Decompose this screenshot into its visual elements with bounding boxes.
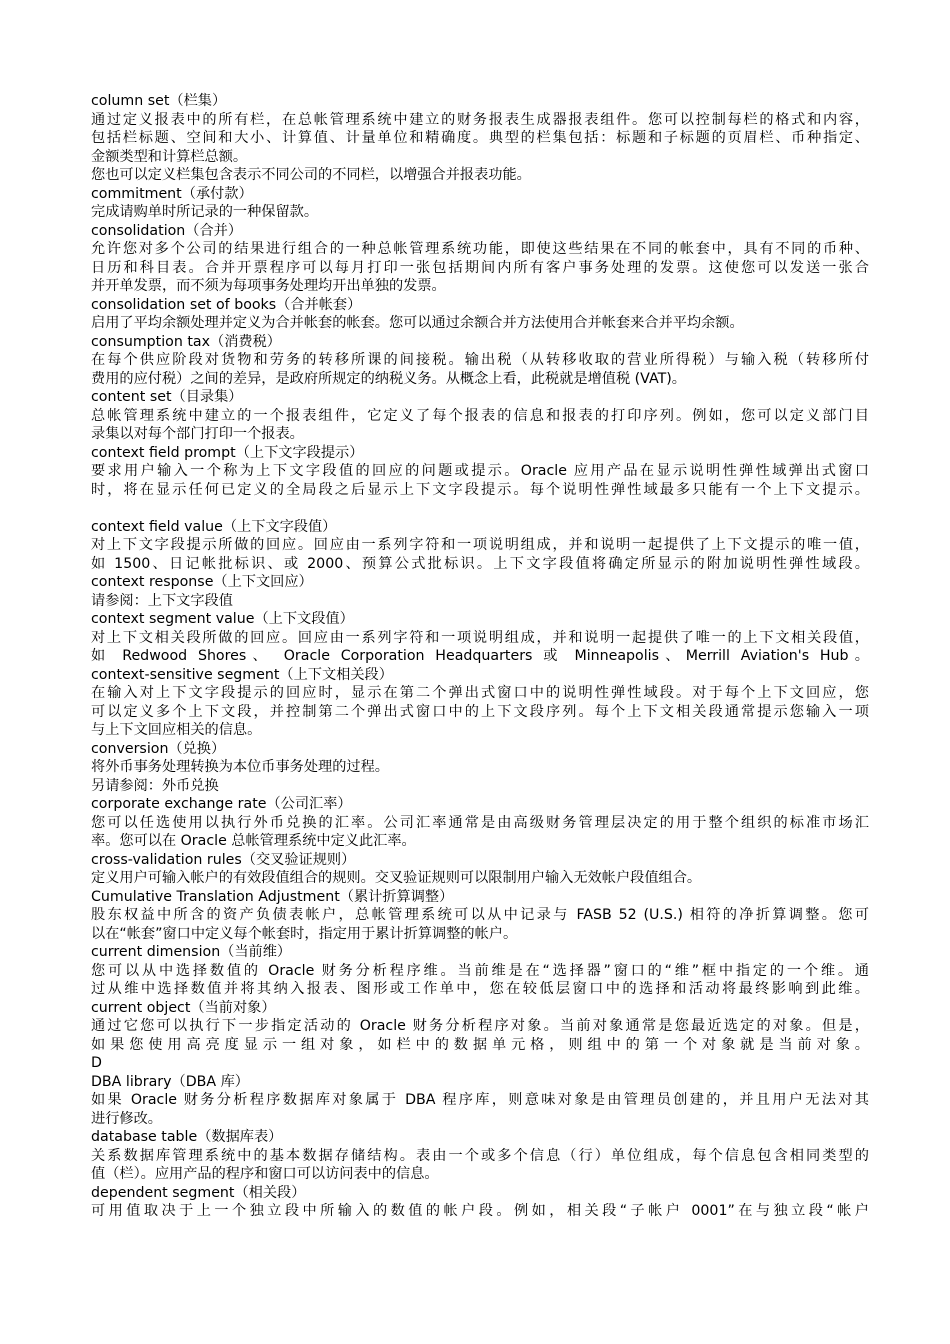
text-line: commitment（承付款） bbox=[91, 185, 253, 202]
text-line: 对上下文相关段所做的回应。回应由一系列字符和一项说明组成，并和说明一起提供了唯一的上下文相关段值， bbox=[91, 629, 869, 646]
text-line: context segment value（上下文段值） bbox=[91, 611, 354, 627]
text-line: 包括栏标题、空间和大小、计算值、计量单位和精确度。典型的栏集包括：标题和子标题的页眉栏、币种指定、 bbox=[91, 130, 869, 146]
text-line: 金额类型和计算栏总额。 bbox=[91, 148, 248, 165]
text-line: 日历和科目表。合并开票程序可以每月打印一张包括期间内所有客户事务处理的发票。这使您可以发送一张合 bbox=[91, 259, 869, 276]
text-line: current dimension（当前维） bbox=[91, 944, 292, 960]
text-line: 进行修改。 bbox=[91, 1110, 162, 1127]
text-line: 可用值取决于上一个独立段中所输入的数值的帐户段。例如，相关段“子帐户 0001”在与独立段“帐户 bbox=[91, 1203, 869, 1219]
text-line: Cumulative Translation Adjustment（累计折算调整） bbox=[91, 888, 454, 905]
text-line: context field value（上下文字段值） bbox=[91, 518, 337, 535]
document-page bbox=[91, 92, 869, 1221]
text-line: 通过它您可以执行下一步指定活动的 Oracle 财务分析程序对象。当前对象通常是您最近选定的对象。但是， bbox=[91, 1018, 869, 1034]
text-line: 以在“帐套”窗口中定义每个帐套时，指定用于累计折算调整的帐户。 bbox=[91, 925, 518, 942]
text-line: database table（数据库表） bbox=[91, 1129, 283, 1145]
text-line: 股东权益中所含的资产负债表帐户，总帐管理系统可以从中记录与 FASB 52 (U.S.) 相符的净折算调整。您可 bbox=[91, 907, 869, 923]
text-line: dependent segment（相关段） bbox=[91, 1184, 306, 1201]
text-line: 在输入对上下文字段提示的回应时，显示在第二个弹出式窗口中的说明性弹性域段。对于每个上下文回应，您 bbox=[91, 685, 869, 701]
text-line: 通过定义报表中的所有栏，在总帐管理系统中建立的财务报表生成器报表组件。您可以控制每栏的格式和内容， bbox=[91, 111, 869, 128]
text-line: 另请参阅：外币兑换 bbox=[91, 777, 219, 794]
text-line: 对上下文字段提示所做的回应。回应由一系列字符和一项说明组成，并和说明一起提供了上下文提示的唯一值， bbox=[91, 537, 869, 553]
text-line: 您也可以定义栏集包含表示不同公司的不同栏，以增强合并报表功能。 bbox=[91, 167, 531, 183]
text-line: DBA library（DBA 库） bbox=[91, 1073, 249, 1090]
text-line: 允许您对多个公司的结果进行组合的一种总帐管理系统功能，即使这些结果在不同的帐套中，具有不同的币种、 bbox=[91, 241, 869, 257]
text-line: 启用了平均余额处理并定义为合并帐套的帐套。您可以通过余额合并方法使用合并帐套来合并平均余额。 bbox=[91, 315, 744, 331]
text-line: 时，将在显示任何已定义的全局段之后显示上下文字段提示。每个说明性弹性域最多只能有一个上下文提示。 bbox=[91, 481, 869, 498]
text-line: context response（上下文回应） bbox=[91, 574, 313, 590]
text-line: 您可以任选使用以执行外币兑换的汇率。公司汇率通常是由高级财务管理层决定的用于整个组织的标准市场汇 bbox=[91, 814, 869, 831]
text-line: 费用的应付税）之间的差异，是政府所规定的纳税义务。从概念上看，此税就是增值税 (VAT)。 bbox=[91, 370, 686, 387]
text-line: 您可以从中选择数值的 Oracle 财务分析程序维。当前维是在“选择器”窗口的“维”框中指定的一个维。通 bbox=[91, 962, 869, 979]
text-line: 关系数据库管理系统中的基本数据存储结构。表由一个或多个信息（行）单位组成，每个信息包含相同类型的 bbox=[91, 1147, 869, 1164]
text-line: consumption tax（消费税） bbox=[91, 333, 281, 350]
text-line: 值（栏）。应用产品的程序和窗口可以访问表中的信息。 bbox=[91, 1166, 439, 1182]
text-line: corporate exchange rate（公司汇率） bbox=[91, 796, 352, 812]
text-line: cross-validation rules（交叉验证规则） bbox=[91, 851, 356, 868]
text-line: 录集以对每个部门打印一个报表。 bbox=[91, 426, 304, 442]
text-line: 如 Redwood Shores、 Oracle Corporation Headquarters 或 Minneapolis、Merrill Aviation's Hub。 bbox=[91, 648, 869, 664]
text-line: content set（目录集） bbox=[91, 389, 243, 405]
text-line: 要求用户输入一个称为上下文字段值的回应的问题或提示。Oracle 应用产品在显示说明性弹性域弹出式窗口 bbox=[91, 463, 869, 479]
text-line: D bbox=[91, 1055, 102, 1071]
text-line: consolidation set of books（合并帐套） bbox=[91, 296, 362, 313]
text-line: 并开单发票，而不须为每项事务处理均开出单独的发票。 bbox=[91, 278, 446, 294]
text-line: context field prompt（上下文字段提示） bbox=[91, 444, 364, 461]
text-line: context-sensitive segment（上下文相关段） bbox=[91, 666, 393, 683]
text-line: 与上下文回应相关的信息。 bbox=[91, 722, 262, 738]
text-line: 完成请购单时所记录的一种保留款。 bbox=[91, 204, 319, 220]
text-line: column set（栏集） bbox=[91, 93, 227, 109]
text-line: 总帐管理系统中建立的一个报表组件，它定义了每个报表的信息和报表的打印序列。例如，您可以定义部门目 bbox=[91, 407, 869, 424]
text-line: 可以定义多个上下文段，并控制第二个弹出式窗口中的上下文段序列。每个上下文相关段通常提示您输入一项 bbox=[91, 703, 869, 720]
text-line: consolidation（合并） bbox=[91, 222, 243, 239]
text-line: 过从维中选择数值并将其纳入报表、图形或工作单中，您在较低层窗口中的选择和活动将最终影响到此维。 bbox=[91, 981, 869, 997]
text-line: 如果您使用高亮度显示一组对象，如栏中的数据单元格，则组中的第一个对象就是当前对象。 bbox=[91, 1036, 869, 1053]
text-line: conversion（兑换） bbox=[91, 740, 226, 757]
text-line: 率。您可以在 Oracle 总帐管理系统中定义此汇率。 bbox=[91, 833, 416, 849]
text-line bbox=[91, 499, 869, 518]
text-line: 定义用户可输入帐户的有效段值组合的规则。交叉验证规则可以限制用户输入无效帐户段值组合。 bbox=[91, 870, 702, 886]
text-line: current object（当前对象） bbox=[91, 999, 276, 1016]
text-line: 将外币事务处理转换为本位币事务处理的过程。 bbox=[91, 759, 389, 775]
text-line: 在每个供应阶段对货物和劳务的转移所课的间接税。输出税（从转移收取的营业所得税）与输入税（转移所付 bbox=[91, 352, 869, 368]
text-line: 如 1500、日记帐批标识、或 2000、预算公式批标识。上下文字段值将确定所显示的附加说明性弹性域段。 bbox=[91, 555, 869, 572]
text-line: 如果 Oracle 财务分析程序数据库对象属于 DBA 程序库，则意味对象是由管理员创建的，并且用户无法对其 bbox=[91, 1092, 869, 1108]
text-line: 请参阅：上下文字段值 bbox=[91, 592, 233, 609]
